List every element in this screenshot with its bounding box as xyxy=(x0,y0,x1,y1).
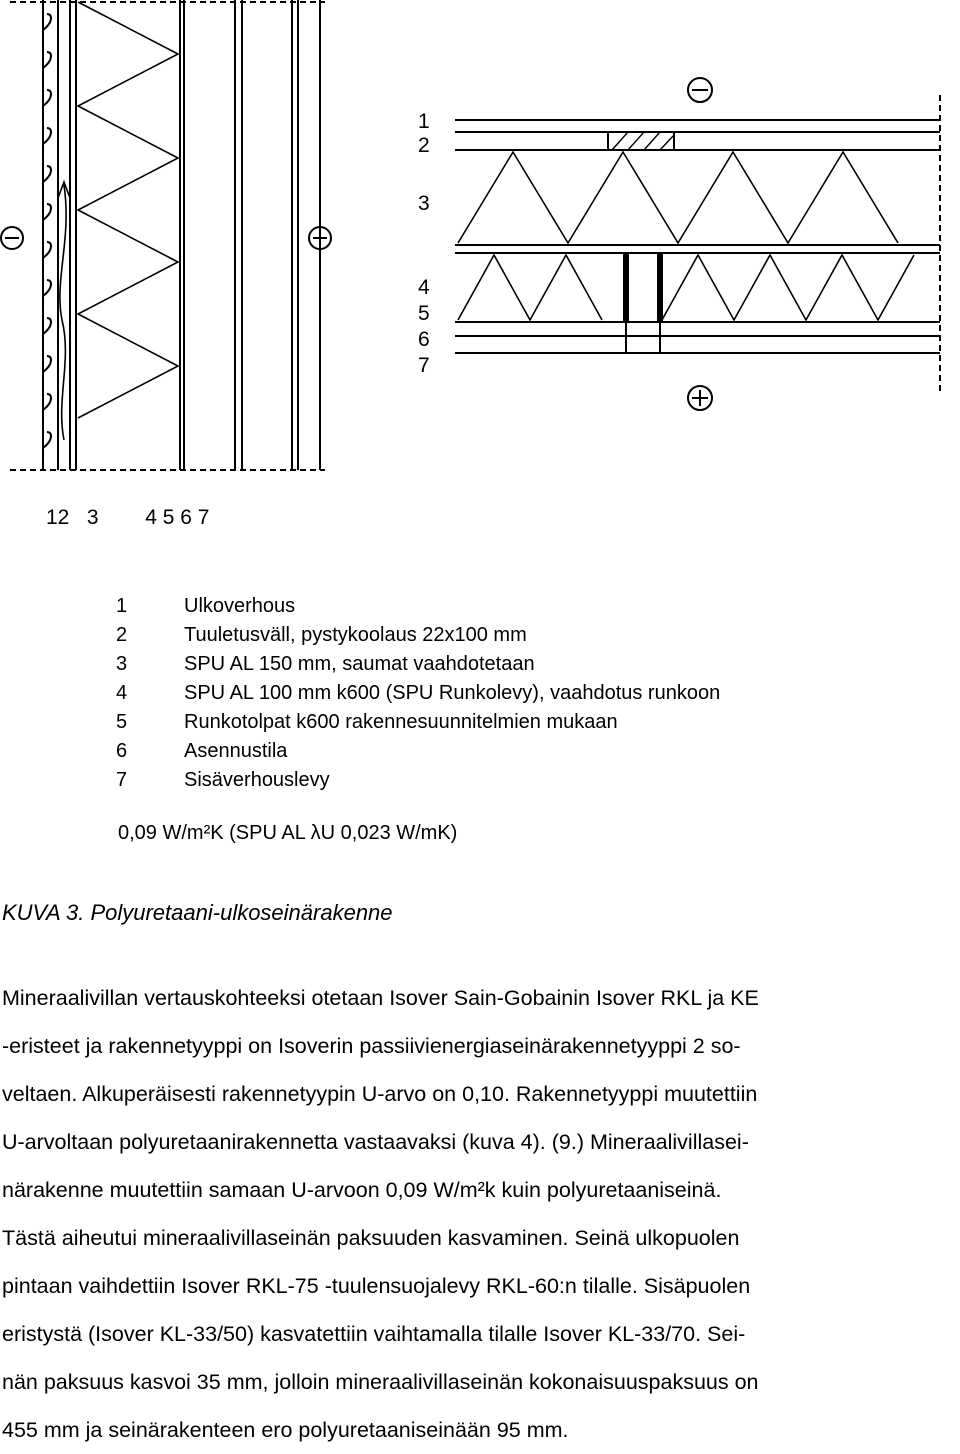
wall-drawing-svg xyxy=(0,0,960,560)
legend-text: SPU AL 100 mm k600 (SPU Runkolevy), vaahdotus runkoon xyxy=(184,682,721,704)
horizontal-section xyxy=(455,95,940,395)
siding-joint xyxy=(43,318,51,334)
siding-joint xyxy=(43,204,51,220)
outside-minus-icon-right xyxy=(688,78,712,102)
layer-number: 7 xyxy=(418,354,430,377)
paragraph-line: närakenne muutettiin samaan U-arvoon 0,09 W/m²k kuin polyuretaaniseinä. xyxy=(2,1178,722,1202)
legend-text: Tuuletusväll, pystykoolaus 22x100 mm xyxy=(184,624,527,646)
legend-number: 2 xyxy=(116,624,128,646)
paragraph-line: veltaen. Alkuperäisesti rakennetyypin U-arvo on 0,10. Rakennetyyppi muutettiin xyxy=(2,1082,758,1106)
legend-text: Asennustila xyxy=(184,740,288,762)
paragraph-line: pintaan vaihdettiin Isover RKL-75 -tuulensuojalevy RKL-60:n tilalle. Sisäpuolen xyxy=(2,1274,751,1298)
layer-number: 5 xyxy=(418,302,430,325)
paragraph-line: Mineraalivillan vertauskohteeksi otetaan Isover Sain-Gobainin Isover RKL ja KE xyxy=(2,986,759,1010)
layer-number: 2 xyxy=(418,134,430,157)
legend-text: Runkotolpat k600 rakennesuunnitelmien mukaan xyxy=(184,711,618,733)
paragraph-line: U-arvoltaan polyuretaanirakennetta vastaavaksi (kuva 4). (9.) Mineraalivillasei- xyxy=(2,1130,749,1154)
u-value-note: 0,09 W/m²K (SPU AL λU 0,023 W/mK) xyxy=(118,822,458,844)
legend-number: 1 xyxy=(116,595,128,617)
legend-number: 5 xyxy=(116,711,128,733)
section-numbers: 12 3 4 5 6 7 xyxy=(46,506,210,529)
legend-number: 3 xyxy=(116,653,128,675)
legend-number: 7 xyxy=(116,769,128,791)
siding-joint xyxy=(43,14,51,30)
siding-joint xyxy=(43,432,51,448)
layer-number: 3 xyxy=(418,192,430,215)
legend-text: Ulkoverhous xyxy=(184,595,296,617)
paragraph-line: nän paksuus kasvoi 35 mm, jolloin mineraalivillaseinän kokonaisuuspaksuus on xyxy=(2,1370,759,1394)
layer-number: 4 xyxy=(418,276,430,299)
paragraph-line: eristystä (Isover KL-33/50) kasvatettiin vaihtamalla tilalle Isover KL-33/70. Sei- xyxy=(2,1322,746,1346)
legend-text: SPU AL 150 mm, saumat vaahdotetaan xyxy=(184,653,535,675)
legend-number: 6 xyxy=(116,740,128,762)
outside-minus-icon xyxy=(1,227,23,249)
legend-number: 4 xyxy=(116,682,128,704)
layer-number: 6 xyxy=(418,328,430,351)
paragraph-line: -eristeet ja rakennetyyppi on Isoverin passiivienergiaseinärakennetyyppi 2 so- xyxy=(2,1034,741,1058)
body-paragraph xyxy=(2,974,957,1454)
paragraph-line: Tästä aiheutui mineraalivillaseinän paksuuden kasvaminen. Seinä ulkopuolen xyxy=(2,1226,740,1250)
siding-joint xyxy=(43,52,51,68)
legend-text: Sisäverhouslevy xyxy=(184,769,330,791)
siding-joint xyxy=(43,394,51,410)
siding-joint xyxy=(43,242,51,258)
figure-caption: KUVA 3. Polyuretaani-ulkoseinärakenne xyxy=(2,900,393,925)
vertical-section xyxy=(10,0,325,470)
layer-number: 1 xyxy=(418,110,430,133)
siding-joint xyxy=(43,280,51,296)
siding-joint xyxy=(43,90,51,106)
inside-plus-icon-right xyxy=(688,386,712,410)
paragraph-line: 455 mm ja seinärakenteen ero polyuretaaniseinään 95 mm. xyxy=(2,1418,569,1442)
siding-joint xyxy=(43,356,51,372)
siding-joint xyxy=(43,128,51,144)
siding-joint xyxy=(43,166,51,182)
